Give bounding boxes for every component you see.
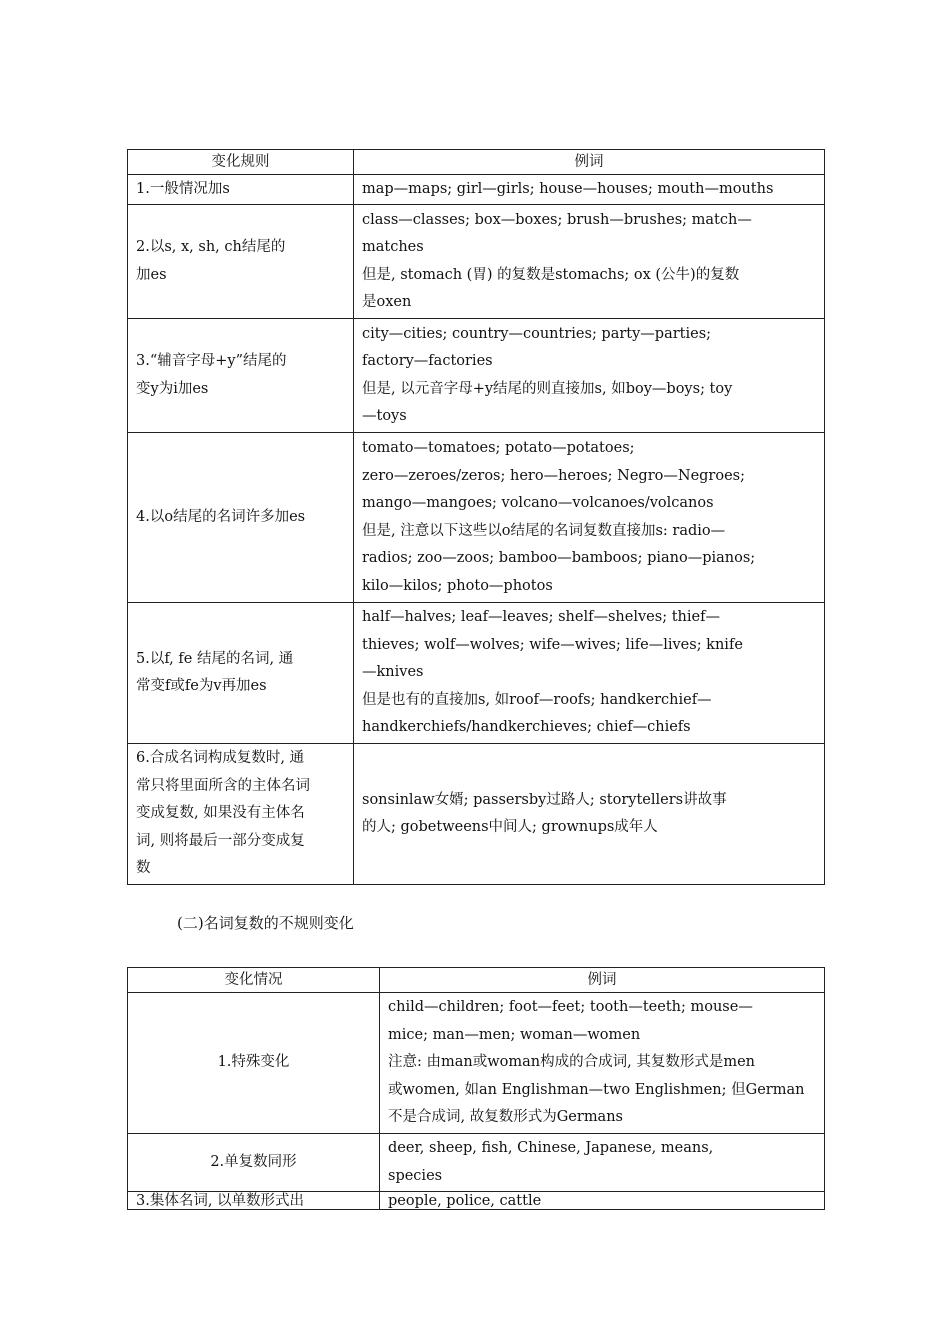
table-row [128,175,825,205]
rule-cell: 6.合成名词构成复数时, 通 常只将里面所含的主体名词 变成复数, 如果没有主体名 词, 则将最后一部分变成复 数 [128,744,354,885]
examples-cell: people, police, cattle [380,1192,825,1210]
table-row [128,1192,825,1210]
rule-cell: 1.一般情况加s [128,175,354,205]
examples-cell: sonsinlaw女婿; passersby过路人; storytellers讲故事 的人; gobetweens中间人; grownups成年人 [354,744,825,885]
rule-cell: 2.单复数同形 [128,1134,380,1192]
column-header-examples: 例词 [380,968,825,993]
column-header-rule: 变化规则 [128,150,354,175]
rule-cell: 5.以f, fe 结尾的名词, 通 常变f或fe为v再加es [128,603,354,744]
rule-cell: 2.以s, x, sh, ch结尾的 加es [128,205,354,319]
examples-cell: tomato—tomatoes; potato—potatoes; zero—zeroes/zeros; hero—heroes; Negro—Negroes; mango—mangoes; volcano—volcanoes/volcanos 但是, 注意以下这些以o结尾的名词复数直接加s: radio— radios; zoo—zoos; bamboo—bamboos; piano—pianos; kilo—kilos; photo—photos [354,433,825,603]
rule-cell: 4.以o结尾的名词许多加es [128,433,354,603]
rule-cell: 3.集体名词, 以单数形式出 [128,1192,380,1210]
examples-cell: child—children; foot—feet; tooth—teeth; mouse— mice; man—men; woman—women 注意: 由man或woman构成的合成词, 其复数形式是men 或women, 如an Englishman—two Englishmen; 但German 不是合成词, 故复数形式为Germans [380,993,825,1134]
column-header-case: 变化情况 [128,968,380,993]
table-header-row [128,968,825,993]
examples-cell: class—classes; box—boxes; brush—brushes; match— matches 但是, stomach (胃) 的复数是stomachs; ox (公牛)的复数 是oxen [354,205,825,319]
rule-cell: 1.特殊变化 [128,993,380,1134]
column-header-examples: 例词 [354,150,825,175]
table-row [128,1134,825,1192]
table-header-row [128,150,825,175]
table-row [128,603,825,744]
rule-cell: 3.“辅音字母+y”结尾的 变y为i加es [128,319,354,433]
table-row [128,433,825,603]
irregular-plurals-table [127,967,825,1210]
section-heading-irregular-plurals: (二)名词复数的不规则变化 [177,914,354,932]
plural-rules-table [127,149,825,885]
table-row [128,205,825,319]
table-row [128,319,825,433]
examples-cell: city—cities; country—countries; party—parties; factory—factories 但是, 以元音字母+y结尾的则直接加s, 如boy—boys; toy —toys [354,319,825,433]
table-row [128,744,825,885]
table-row [128,993,825,1134]
examples-cell: deer, sheep, fish, Chinese, Japanese, means, species [380,1134,825,1192]
examples-cell: half—halves; leaf—leaves; shelf—shelves; thief— thieves; wolf—wolves; wife—wives; life—lives; knife —knives 但是也有的直接加s, 如roof—roofs; handkerchief— handkerchiefs/handkerchieves; chief—chiefs [354,603,825,744]
examples-cell: map—maps; girl—girls; house—houses; mouth—mouths [354,175,825,205]
